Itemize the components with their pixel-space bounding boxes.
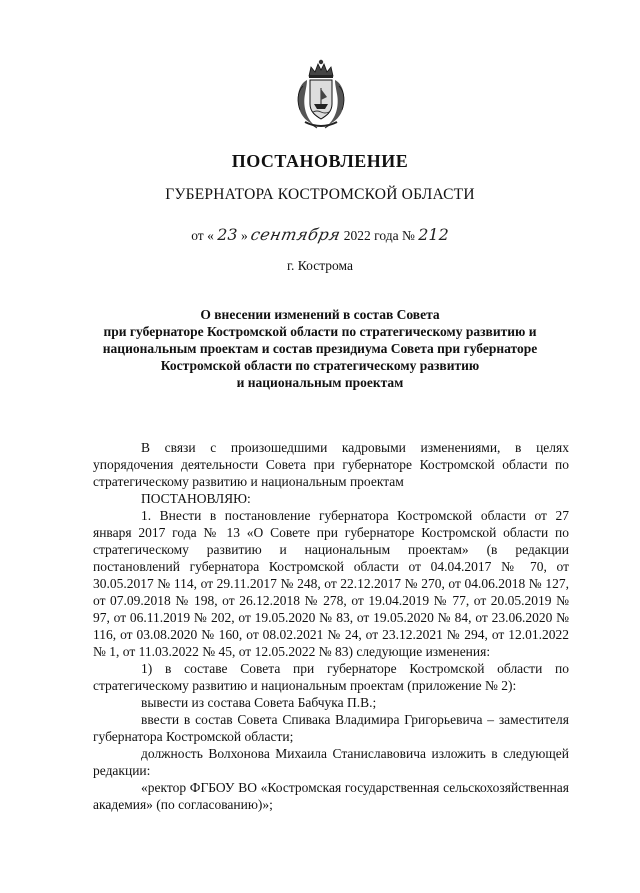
kostroma-coat-of-arms-icon <box>293 58 349 130</box>
resolution-heading <box>92 306 548 391</box>
heading-line: национальным проектам и состав президиума Совета при губернаторе <box>102 341 538 356</box>
document-title: ПОСТАНОВЛЕНИЕ <box>231 151 409 171</box>
body-paragraph: «ректор ФГБОУ ВО «Костромская государственная сельскохозяйственная академия» (по согласованию)»; <box>93 780 569 812</box>
body-paragraph: ПОСТАНОВЛЯЮ: <box>141 491 251 506</box>
heading-line: Костромской области по стратегическому развитию <box>160 358 480 373</box>
heading-line: О внесении изменений в состав Совета <box>200 307 440 322</box>
document-body <box>93 439 569 813</box>
body-paragraph: вывести из состава Совета Бабчука П.В.; <box>141 695 377 710</box>
date-year: 2022 года № <box>343 228 415 243</box>
document-number-handwritten: 212 <box>418 225 449 244</box>
body-paragraph: должность Волхонова Михаила Станиславовича изложить в следующей редакции: <box>93 746 569 778</box>
document-subtitle: ГУБЕРНАТОРА КОСТРОМСКОЙ ОБЛАСТИ <box>165 186 475 203</box>
body-paragraph: ввести в состав Совета Спивака Владимира Григорьевича – заместителя губернатора Костромской области; <box>93 712 569 744</box>
body-paragraph: 1) в составе Совета при губернаторе Костромской области по стратегическому развитию и национальным проектам (приложение № 2): <box>93 661 569 693</box>
heading-line: при губернаторе Костромской области по стратегическому развитию и <box>103 324 537 339</box>
date-prefix: от « <box>191 228 214 243</box>
city-line: г. Кострома <box>287 258 353 273</box>
body-paragraph: В связи с произошедшими кадровыми изменениями, в целях упорядочения деятельности Совета при губернаторе Костромской области по стратегическому развитию и национальным проектам <box>93 440 569 489</box>
date-month-handwritten: сентября <box>249 225 343 244</box>
body-paragraph: 1. Внести в постановление губернатора Костромской области от 27 января 2017 года № 13 «О Совете при губернаторе Костромской области по стратегическому развитию и национальным проектам» (в редакции постановлений губернатора Костромской области от 04.04.2017 № 70, от 30.05.2017 № 114, от 29.11.2017 № 248, от 22.12.2017 № 270, от 04.06.2018 № 127, от 07.09.2018 № 198, от 26.12.2018 № 278, от 19.04.2019 № 77, от 20.05.2019 № 97, от 06.11.2019 № 202, от 19.05.2020 № 83, от 19.05.2020 № 84, от 23.06.2020 № 116, от 03.08.2020 № 160, от 08.02.2021 № 24, от 23.12.2021 № 294, от 12.01.2022 № 1, от 11.03.2022 № 45, от 12.05.2022 № 83) следующие изменения: <box>93 508 569 659</box>
date-day-handwritten: 23 <box>217 225 238 244</box>
heading-line: и национальным проектам <box>236 375 404 390</box>
date-mid: » <box>240 228 248 243</box>
date-line <box>0 225 640 244</box>
